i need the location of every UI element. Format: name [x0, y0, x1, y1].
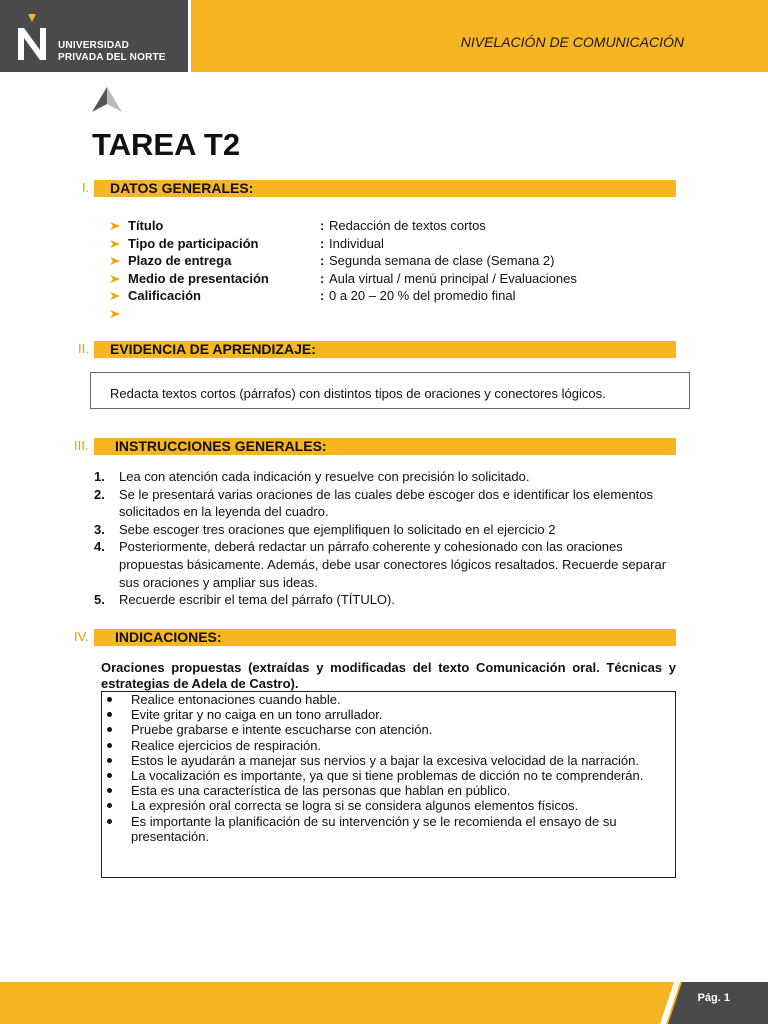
sentence-text: Realice entonaciones cuando hable.	[131, 692, 341, 707]
section-3-bar	[94, 438, 676, 455]
sentence-text: Esta es una característica de las personas que hablan en público.	[131, 783, 511, 799]
info-value: 0 a 20 – 20 % del promedio final	[329, 288, 516, 304]
section-2-title: EVIDENCIA DE APRENDIZAJE:	[110, 341, 316, 357]
evidence-box	[90, 372, 690, 409]
bullet-dot-icon	[107, 743, 112, 748]
instruction-text: Recuerde escribir el tema del párrafo (TÍTULO).	[119, 592, 395, 608]
info-value: Redacción de textos cortos	[329, 218, 486, 233]
bullet-dot-icon	[107, 803, 112, 808]
arrow-bullet-icon	[110, 222, 120, 230]
info-colon: :	[320, 235, 325, 251]
info-row-empty	[110, 305, 670, 323]
sentence-item	[131, 783, 675, 798]
instruction-text: Sebe escoger tres oraciones que ejemplifiquen lo solicitado en el ejercicio 2	[119, 521, 556, 537]
page-header	[0, 0, 768, 72]
bullet-dot-icon	[107, 819, 112, 824]
info-value: Segunda semana de clase (Semana 2)	[329, 253, 555, 269]
evidence-text: Redacta textos cortos (párrafos) con distintos tipos de oraciones y conectores lógicos.	[110, 386, 606, 401]
info-label: Medio de presentación	[128, 270, 269, 286]
bullet-dot-icon	[107, 773, 112, 778]
page-footer	[0, 982, 768, 1024]
instructions-list	[94, 468, 679, 609]
info-row	[110, 217, 670, 235]
arrow-bullet-icon	[110, 292, 120, 300]
page-title: TAREA T2	[92, 127, 241, 162]
bullet-dot-icon	[107, 697, 112, 702]
instruction-item	[94, 538, 679, 591]
info-label: Calificación	[128, 288, 201, 304]
instruction-text: Se le presentará varias oraciones de las cuales debe escoger dos e identificar los elementos solicitados en la leyenda del cuadro.	[119, 486, 654, 520]
info-colon: :	[320, 288, 325, 304]
section-4-number: IV.	[74, 629, 89, 644]
arrow-bullet-icon	[110, 240, 120, 248]
sentence-text: Evite gritar y no caiga en un tono arrullador.	[131, 707, 383, 723]
info-value: Aula virtual / menú principal / Evaluaciones	[329, 270, 577, 286]
arrow-bullet-icon	[110, 275, 120, 283]
info-row	[110, 270, 670, 288]
info-colon: :	[320, 253, 325, 269]
sentence-item	[131, 722, 675, 737]
instruction-item	[94, 521, 679, 539]
sentence-item	[131, 738, 675, 753]
sentence-item	[131, 798, 675, 813]
general-data-list	[110, 217, 670, 323]
sentence-item	[131, 707, 675, 722]
section-3-number: III.	[74, 438, 89, 453]
arrow-bullet-icon	[110, 310, 120, 318]
instruction-text: Posteriormente, deberá redactar un párrafo coherente y cohesionado con las oraciones propuestas básicamente. Además, debe usar conectores lógicos resaltados. Recuerde separar sus oraciones y ampliar sus ideas.	[119, 539, 667, 590]
info-row	[110, 252, 670, 270]
info-label: Tipo de participación	[128, 235, 259, 251]
info-label: Plazo de entrega	[128, 253, 232, 269]
sentence-text: Estos le ayudarán a manejar sus nervios y a bajar la excesiva velocidad de la narración.	[131, 752, 639, 768]
sentence-text: La expresión oral correcta se logra si se considera algunos elementos físicos.	[131, 798, 579, 814]
section-4-title: INDICACIONES:	[115, 629, 222, 645]
triangle-icon	[90, 86, 124, 114]
section-2-bar	[94, 341, 676, 358]
info-colon: :	[320, 270, 325, 286]
sentence-item	[131, 814, 675, 844]
sentence-text: Pruebe grabarse e intente escucharse con atención.	[131, 722, 433, 738]
logo-line-2: PRIVADA DEL NORTE	[58, 52, 166, 63]
logo-line-1: UNIVERSIDAD	[58, 40, 130, 51]
instruction-item	[94, 591, 679, 609]
info-row	[110, 235, 670, 253]
section-1-bar	[94, 180, 676, 197]
logo-text	[58, 40, 166, 64]
page-number: Pág. 1	[697, 992, 730, 1004]
sentence-item	[131, 753, 675, 768]
bullet-dot-icon	[107, 712, 112, 717]
upn-logo-icon	[14, 14, 50, 60]
info-label: Título	[128, 218, 164, 233]
instruction-item	[94, 486, 679, 521]
arrow-bullet-icon	[110, 257, 120, 265]
section-2-number: II.	[78, 341, 89, 356]
section-1-number: I.	[82, 180, 90, 195]
sentence-text: Realice ejercicios de respiración.	[131, 737, 322, 753]
instruction-number: 4.	[94, 539, 105, 555]
footer-bar	[0, 982, 768, 1024]
instruction-number: 5.	[94, 592, 105, 608]
section-4-bar	[94, 629, 676, 646]
section-3-title: INSTRUCCIONES GENERALES:	[115, 438, 327, 454]
bullet-dot-icon	[107, 788, 112, 793]
sentence-text: La vocalización es importante, ya que si tiene problemas de dicción no te comprenderán.	[131, 768, 644, 784]
course-title: NIVELACIÓN DE COMUNICACIÓN	[460, 34, 684, 50]
university-logo	[0, 0, 188, 72]
info-colon: :	[320, 218, 325, 233]
instruction-number: 1.	[94, 469, 105, 484]
info-row	[110, 287, 670, 305]
instruction-item	[94, 468, 679, 486]
section-1-title: DATOS GENERALES:	[110, 180, 254, 196]
info-value: Individual	[329, 235, 384, 251]
sentences-box	[101, 691, 676, 878]
instruction-text: Lea con atención cada indicación y resuelve con precisión lo solicitado.	[119, 469, 530, 484]
sentence-item	[131, 692, 675, 707]
bullet-dot-icon	[107, 727, 112, 732]
instruction-number: 3.	[94, 521, 105, 537]
sentence-text: Es importante la planificación de su intervención y se le recomienda el ensayo de su presentación.	[131, 813, 617, 844]
header-bar	[191, 0, 768, 72]
bullet-dot-icon	[107, 758, 112, 763]
sentence-item	[131, 768, 675, 783]
instruction-number: 2.	[94, 486, 105, 502]
sentences-intro: Oraciones propuestas (extraídas y modificadas del texto Comunicación oral. Técnicas y estrategias de Adela de Castro).	[101, 660, 676, 691]
